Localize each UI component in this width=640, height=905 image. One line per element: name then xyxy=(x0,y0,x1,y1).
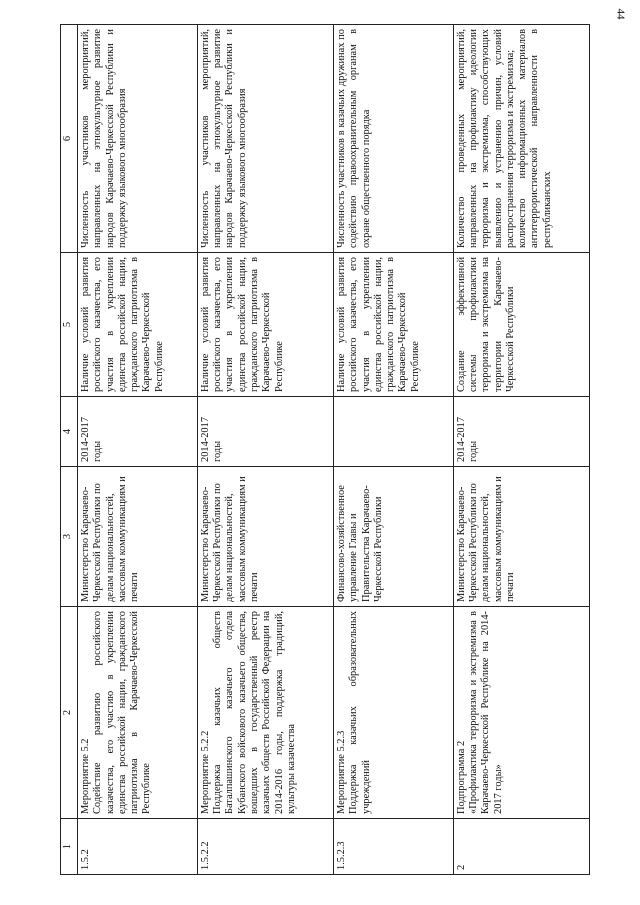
indicator-cell: Численность участников в казачьих дружинах по содействию правоохранительным органам в охране общественного порядка xyxy=(333,25,453,253)
result-cell: Создание эффективной системы профилактики терроризма и экстремизма на территории Карачаево-Черкесской Республики xyxy=(453,253,589,397)
row-number: 2 xyxy=(453,819,589,875)
result-cell: Наличие условий развития российского казачества, его участия в укреплении единства российской нации, гражданского патриотизма в Карачаево-Черкесской Республике xyxy=(197,253,333,397)
period-cell: 2014-2017 годы xyxy=(197,397,333,467)
rotated-table-wrapper xyxy=(60,25,590,875)
period-cell xyxy=(333,397,453,467)
column-number: 6 xyxy=(61,25,78,253)
table-row xyxy=(78,25,198,875)
result-cell: Наличие условий развития российского казачества, его участия в укреплении единства российской нации, гражданского патриотизма в Карачаево-Черкесской Республике xyxy=(78,253,198,397)
row-number: 1.5.2.2 xyxy=(197,819,333,875)
executor-cell: Министерство Карачаево-Черкесской Республики по делам национальностей, массовым коммуникациям и печати xyxy=(453,467,589,607)
table-row xyxy=(197,25,333,875)
period-cell: 2014-2017 годы xyxy=(78,397,198,467)
period-cell: 2014-2017 годы xyxy=(453,397,589,467)
executor-cell: Министерство Карачаево-Черкесской Республики по делам национальностей, массовым коммуникациям и печати xyxy=(197,467,333,607)
column-number-row xyxy=(61,25,78,875)
table-row xyxy=(333,25,453,875)
indicator-cell: Численность участников мероприятий, направленных на этнокультурное развитие народов Карачаево-Черкесской Республики и поддержку языкового многообразия xyxy=(197,25,333,253)
column-number: 5 xyxy=(61,253,78,397)
column-number: 3 xyxy=(61,467,78,607)
event-cell: Подпрограмма 2 «Профилактика терроризма и экстремизма в Карачаево-Черкесской Республике на 2014-2017 годы» xyxy=(453,607,589,819)
result-cell: Наличие условий развития российского казачества, его участия в укреплении единства российской нации, гражданского патриотизма в Карачаево-Черкесской Республике xyxy=(333,253,453,397)
row-number: 1.5.2 xyxy=(78,819,198,875)
row-number: 1.5.2.3 xyxy=(333,819,453,875)
indicator-cell: Количество проведенных мероприятий, направленных на профилактику идеологии терроризма и экстремизма, способствующих выявлению и устранению причин, условий распространения терроризма и экстремизма; количество информационных материалов антитеррористической направленности в республиканских xyxy=(453,25,589,253)
page-number: 44 xyxy=(614,8,627,20)
program-table xyxy=(60,24,590,875)
column-number: 4 xyxy=(61,397,78,467)
table-row xyxy=(453,25,589,875)
executor-cell: Министерство Карачаево-Черкесской Республики по делам национальностей, массовым коммуникациям и печати xyxy=(78,467,198,607)
column-number: 1 xyxy=(61,819,78,875)
event-cell: Мероприятие 5.2.3 Поддержка казачьих образовательных учреждений xyxy=(333,607,453,819)
event-cell: Мероприятие 5.2.2 Поддержка казачьих обществ Баталпашинского казачьего отдела Кубанского войскового казачьего общества, вошедших в государственный реестр казачьих обществ Российской Федерации на 2014-2016 годы, поддержка традиций, культуры казачества xyxy=(197,607,333,819)
event-cell: Мероприятие 5.2 Содействие развитию российского казачества, его участию в укреплении единства российской нации, гражданского патриотизма в Карачаево-Черкесской Республике xyxy=(78,607,198,819)
column-number: 2 xyxy=(61,607,78,819)
indicator-cell: Численность участников мероприятий, направленных на этнокультурное развитие народов Карачаево-Черкесской Республики и поддержку языкового многообразия xyxy=(78,25,198,253)
executor-cell: Финансово-хозяйственное управление Главы и Правительства Карачаево-Черкесской Республики xyxy=(333,467,453,607)
